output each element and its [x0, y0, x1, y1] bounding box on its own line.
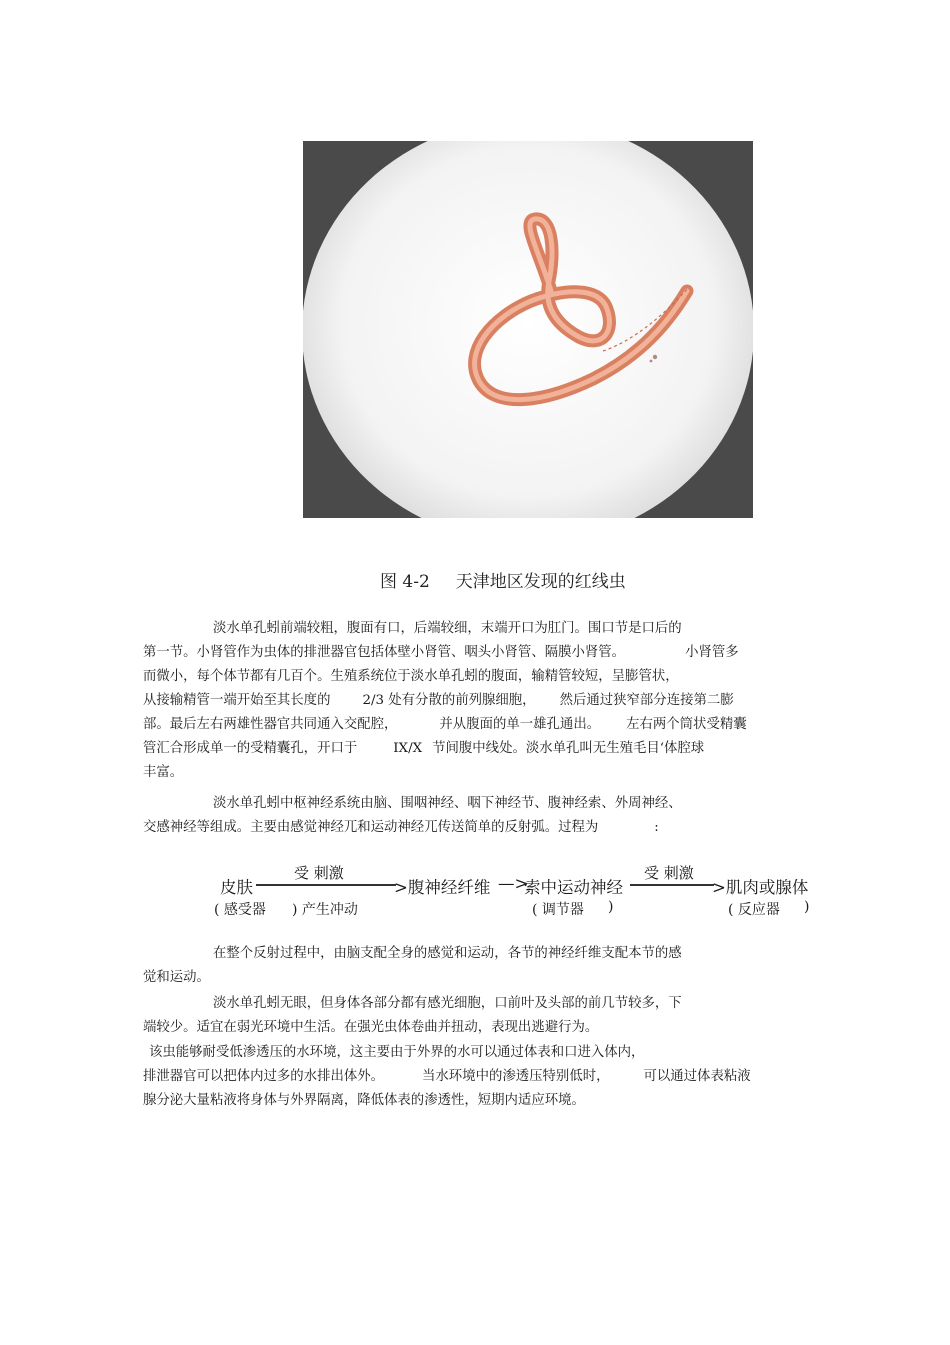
role-effector-close: ) [804, 899, 810, 915]
text-segment: 交感神经等组成。主要由感觉神经兀和运动神经兀传送简单的反射弧。过程为 [143, 820, 599, 835]
text-line: 该虫能够耐受低渗透压的水环境，这主要由于外界的水可以通过体表和口进入体内， [149, 1045, 645, 1060]
text-line: 而微小，每个体节都有几百个。生殖系统位于淡水单孔蚓的腹面，输精管较短，呈膨管状， [143, 669, 679, 684]
text-segment: 然后通过狭窄部分连接第二膨 [559, 693, 734, 708]
figure-number: 图 4-2 [380, 572, 430, 592]
role-regulator: ( 调节器 [532, 902, 584, 918]
paragraph-nervous-system [143, 792, 808, 840]
text-segment: IX/X [393, 741, 423, 756]
text-segment: 2/3 处有分散的前列腺细胞， [362, 693, 536, 708]
reflex-step-ventral-nerve-fiber: >腹神经纤维 [394, 878, 491, 897]
text-line [143, 816, 808, 840]
text-line: 在整个反射过程中，由脑支配全身的感觉和运动，各节的神经纤维支配本节的感 [213, 946, 682, 961]
stimulus-label: 受 刺激 [644, 864, 694, 882]
text-line: 端较少。适宜在弱光环境中生活。在强光虫体卷曲并扭动，表现出逃避行为。 [143, 1020, 599, 1035]
text-line [143, 1065, 808, 1089]
text-line [143, 689, 808, 713]
text-segment: 排泄器官可以把体内过多的水排出体外。 [143, 1069, 385, 1084]
text-line: 淡水单孔蚓无眼，但身体各部分都有感光细胞，口前叶及头部的前几节较多，下 [213, 996, 682, 1011]
text-line: 腺分泌大量粘液将身体与外界隔离，降低体表的渗透性，短期内适应环境。 [143, 1093, 585, 1108]
paragraph-light-sense [143, 992, 808, 1040]
role-effector: ( 反应器 [728, 902, 780, 918]
text-segment: 部。最后左右两雄性器官共同通入交配腔， [143, 717, 398, 732]
text-segment: 当水环境中的渗透压特别低时， [422, 1069, 610, 1084]
reflex-step-skin: 皮肤 [220, 878, 253, 897]
text-segment: 第一节。小肾管作为虫体的排泄器官包括体壁小肾管、咽头小肾管、隔膜小肾管。 [143, 645, 626, 660]
text-line [143, 641, 808, 665]
figure-caption [380, 567, 626, 592]
arrow-line [630, 884, 714, 886]
figure-image [303, 141, 753, 518]
text-line: 丰富。 [143, 765, 184, 780]
text-segment: 可以通过体表粘液 [643, 1069, 751, 1084]
text-line: 淡水单孔蚓中枢神经系统由脑、围咽神经、咽下神经节、腹神经索、外周神经、 [213, 796, 682, 811]
reflex-arc-diagram [214, 862, 820, 922]
text-segment: 节间腹中线处。淡水单孔叫无生殖毛目‘体腔球 [432, 741, 705, 756]
red-worm-under-microscope-icon [303, 141, 753, 518]
reflex-step-motor-nerve: 索中运动神经 [524, 878, 623, 897]
arrow-connector: —> [498, 874, 529, 893]
text-segment: 管汇合形成单一的受精囊孔，开口于 [143, 741, 358, 756]
text-segment: 并从腹面的单一雄孔通出。 [439, 717, 601, 732]
role-regulator-close: ) [608, 899, 614, 915]
figure-title: 天津地区发现的红线虫 [455, 572, 626, 592]
role-receptor: ( 感受器 [214, 902, 266, 918]
text-line [143, 737, 808, 761]
text-line: 觉和运动。 [143, 970, 210, 985]
paragraph-reflex-control [143, 942, 808, 990]
impulse-label: ) 产生冲动 [292, 902, 358, 918]
text-line [143, 713, 808, 737]
text-line: 淡水单孔蚓前端较粗，腹面有口，后端较细，末端开口为肛门。围口节是口后的 [213, 621, 682, 636]
reflex-step-muscle-gland: >肌肉或腺体 [712, 878, 809, 897]
text-segment: 小肾管多 [685, 645, 739, 660]
text-segment: 左右两个筒状受精囊 [626, 717, 747, 732]
paragraph-anatomy [143, 617, 808, 785]
text-segment: 从接输精管一端开始至其长度的 [143, 693, 331, 708]
stimulus-label: 受 刺激 [294, 864, 344, 882]
arrow-line [256, 884, 396, 886]
text-segment: : [654, 820, 659, 835]
paragraph-osmotic-tolerance [143, 1041, 808, 1113]
